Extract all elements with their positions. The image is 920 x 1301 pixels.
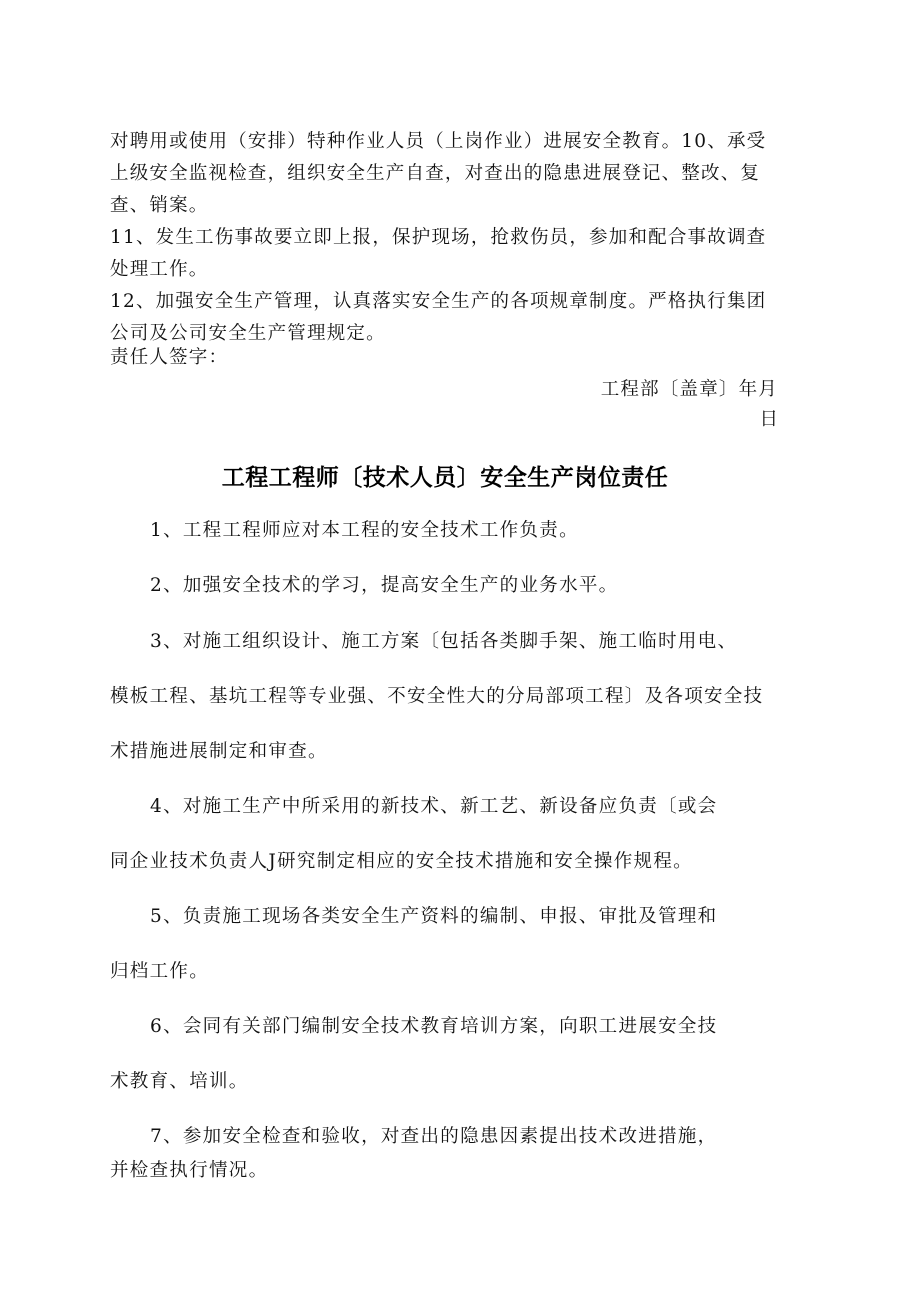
list-item-2: 2、加强安全技术的学习，提高安全生产的业务水平。: [150, 575, 619, 596]
paragraph-line: 11、发生工伤事故要立即上报，保护现场，抢救伤员，参加和配合事故调查: [110, 227, 767, 248]
list-item-4-cont: 同企业技术负责人J研究制定相应的安全技术措施和安全操作规程。: [110, 851, 693, 872]
signature-label: 责任人签字：: [110, 347, 229, 368]
continued-responsibilities: [110, 126, 790, 350]
list-item-6: 6、会同有关部门编制安全技术教育培训方案，向职工进展安全技: [150, 1016, 718, 1037]
paragraph-line: 查、销案。: [110, 195, 209, 216]
stamp-day: 日: [759, 409, 778, 430]
list-item-4: 4、对施工生产中所采用的新技术、新工艺、新设备应负责〔或会: [150, 796, 718, 817]
list-item-3-cont: 术措施进展制定和审查。: [110, 741, 328, 762]
list-item-5-cont: 归档工作。: [110, 961, 210, 982]
paragraph-line: 公司及公司安全生产管理规定。: [110, 323, 386, 344]
list-item-6-cont: 术教育、培训。: [110, 1071, 249, 1092]
paragraph-line: 上级安全监视检查，组织安全生产自查，对查出的隐患进展登记、整改、复: [110, 163, 761, 184]
paragraph-line: 12、加强安全生产管理，认真落实安全生产的各项规章制度。严格执行集团: [110, 291, 767, 312]
list-item-3-cont: 模板工程、基坑工程等专业强、不安全性大的分局部项工程〕及各项安全技: [110, 686, 764, 707]
section-title: 工程工程师〔技术人员〕安全生产岗位责任: [221, 465, 669, 491]
list-item-1: 1、工程工程师应对本工程的安全技术工作负责。: [150, 520, 579, 541]
paragraph-line: 对聘用或使用（安排）特种作业人员（上岗作业）进展安全教育。10、承受: [110, 131, 767, 152]
list-item-5: 5、负责施工现场各类安全生产资料的编制、申报、审批及管理和: [150, 906, 718, 927]
list-item-7-cont: 并检查执行情况。: [110, 1160, 269, 1181]
paragraph-line: 处理工作。: [110, 259, 209, 280]
department-stamp-date: 工程部〔盖章〕年月: [600, 379, 778, 400]
list-item-3: 3、对施工组织设计、施工方案〔包括各类脚手架、施工临时用电、: [150, 631, 738, 652]
list-item-7: 7、参加安全检查和验收，对查出的隐患因素提出技术改进措施，: [150, 1126, 718, 1147]
